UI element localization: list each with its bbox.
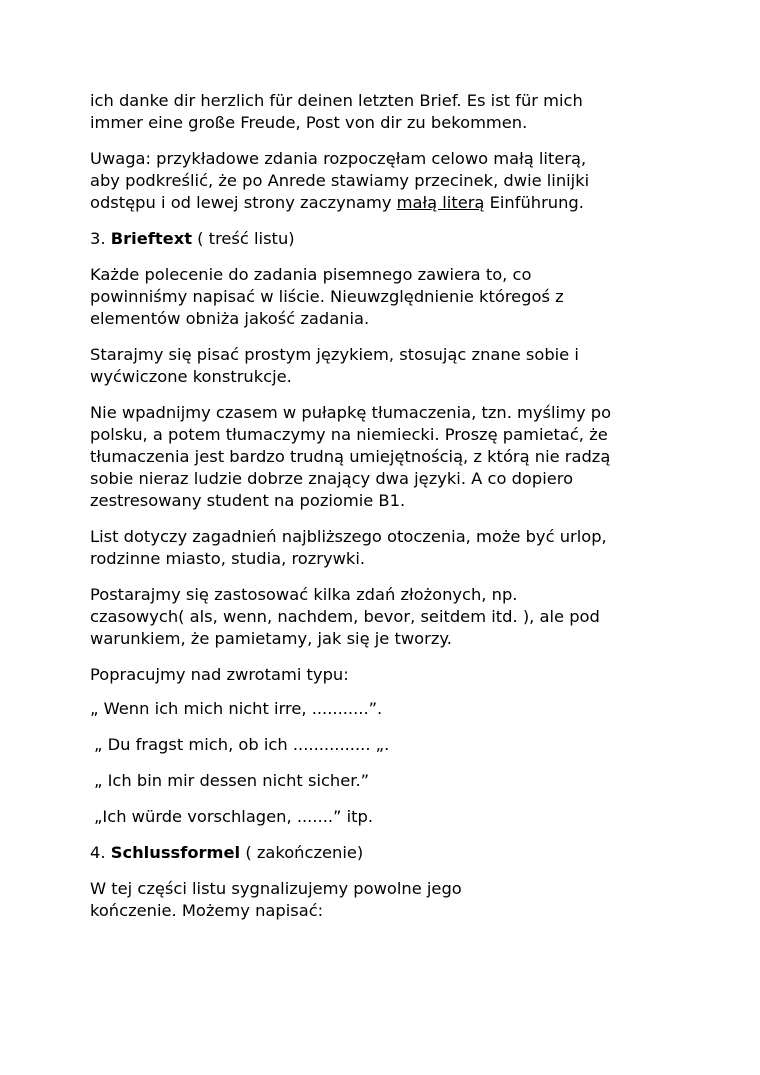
- text-line: warunkiem, że pamietamy, jak się je tworzy.: [90, 629, 452, 648]
- section-title: Brieftext: [110, 229, 192, 248]
- document-page: [90, 90, 690, 922]
- paragraph-note: [90, 148, 690, 214]
- text-line: czasowych( als, wenn, nachdem, bevor, seitdem itd. ), ale pod: [90, 607, 600, 626]
- paragraph-instructions: [90, 264, 690, 330]
- text-span: Einführung.: [484, 193, 584, 212]
- section-number: 3.: [90, 229, 111, 248]
- section-title: Schlussformel: [110, 843, 241, 862]
- section-subtitle: ( zakończenie): [240, 843, 364, 862]
- text-line: wyćwiczone konstrukcje.: [90, 367, 292, 386]
- phrase-example: „Ich würde vorschlagen, .......” itp.: [94, 807, 374, 826]
- paragraph-complex-sentences: [90, 584, 690, 650]
- phrase-example: „ Wenn ich mich nicht irre, ...........”.: [90, 699, 383, 718]
- text-line: powinniśmy napisać w liście. Nieuwzględnienie któregoś z: [90, 287, 564, 306]
- text-line: polsku, a potem tłumaczymy na niemiecki. Proszę pamietać, że: [90, 425, 608, 444]
- text-line: immer eine große Freude, Post von dir zu bekommen.: [90, 113, 528, 132]
- text-line: Uwaga: przykładowe zdania rozpoczęłam celowo małą literą,: [90, 149, 587, 168]
- text-line: ich danke dir herzlich für deinen letzten Brief. Es ist für mich: [90, 91, 583, 110]
- phrase-example: „ Du fragst mich, ob ich ............... „.: [94, 735, 390, 754]
- text-line: kończenie. Możemy napisać:: [90, 901, 324, 920]
- text-line: List dotyczy zagadnień najbliższego otoczenia, może być urlop,: [90, 527, 607, 546]
- text-line: Postarajmy się zastosować kilka zdań złożonych, np.: [90, 585, 518, 604]
- section-heading-schlussformel: [90, 842, 690, 864]
- text-line: sobie nieraz ludzie dobrze znający dwa języki. A co dopiero: [90, 469, 574, 488]
- section-subtitle: ( treść listu): [191, 229, 295, 248]
- phrase-example: „ Ich bin mir dessen nicht sicher.”: [94, 771, 370, 790]
- text-line: aby podkreślić, że po Anrede stawiamy przecinek, dwie linijki: [90, 171, 590, 190]
- paragraph-simple-language: [90, 344, 690, 388]
- text-line: Nie wpadnijmy czasem w pułapkę tłumaczenia, tzn. myślimy po: [90, 403, 612, 422]
- paragraph-closing: [90, 878, 690, 922]
- text-line: Starajmy się pisać prostym językiem, stosując znane sobie i: [90, 345, 579, 364]
- paragraph-translation: [90, 402, 690, 512]
- text-line: rodzinne miasto, studia, rozrywki.: [90, 549, 366, 568]
- section-heading-brieftext: [90, 228, 690, 250]
- text-span: odstępu i od lewej strony zaczynamy: [90, 193, 397, 212]
- paragraph-phrases-intro: Popracujmy nad zwrotami typu:: [90, 665, 349, 684]
- text-line: elementów obniża jakość zadania.: [90, 309, 370, 328]
- paragraph-greeting-body: [90, 90, 690, 134]
- text-line: Każde polecenie do zadania pisemnego zawiera to, co: [90, 265, 532, 284]
- text-line: W tej części listu sygnalizujemy powolne jego: [90, 879, 462, 898]
- text-line: tłumaczenia jest bardzo trudną umiejętnością, z którą nie radzą: [90, 447, 611, 466]
- paragraph-topics: [90, 526, 690, 570]
- section-number: 4.: [90, 843, 111, 862]
- text-line: zestresowany student na poziomie B1.: [90, 491, 406, 510]
- underlined-text: małą literą: [396, 193, 485, 212]
- text-line: [90, 192, 690, 214]
